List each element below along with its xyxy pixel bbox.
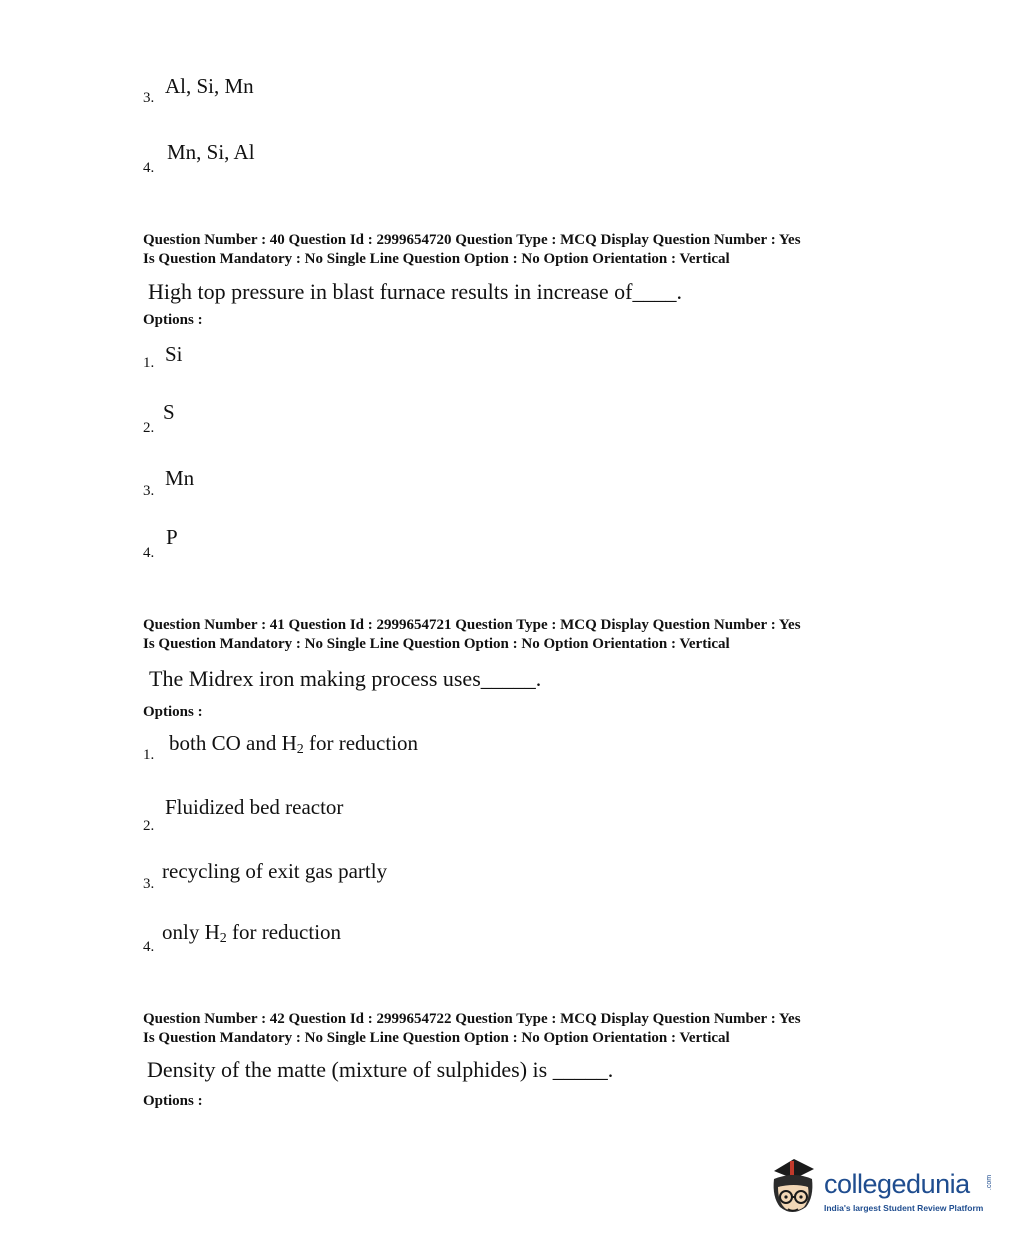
question-meta-line2: Is Question Mandatory : No Single Line Question Option : No Option Orientation : Vertical [143, 636, 730, 652]
question-meta-line1: Question Number : 41 Question Id : 2999654721 Question Type : MCQ Display Question Number : Yes [143, 617, 801, 633]
options-label: Options : [143, 312, 203, 328]
question-meta [143, 231, 801, 269]
options-label: Options : [143, 1093, 203, 1109]
option-text: S [163, 400, 175, 424]
option-text: only $H_2$ for reduction [162, 920, 342, 946]
option-text: Fluidized bed reactor [165, 795, 344, 819]
option-text: Mn, Si, Al [167, 140, 255, 164]
question-meta [143, 616, 801, 654]
question-meta-line1: Question Number : 42 Question Id : 2999654722 Question Type : MCQ Display Question Number : Yes [143, 1011, 801, 1027]
collegedunia-logo [764, 1153, 994, 1223]
option-text: both CO and $H_2$ for reduction [169, 731, 419, 757]
option-number: 2. [143, 420, 155, 436]
option-number: 4. [143, 160, 155, 176]
option-number: 3. [143, 483, 155, 499]
option-text: Si [165, 342, 183, 366]
option-number: 1. [143, 747, 155, 763]
question-meta-line2: Is Question Mandatory : No Single Line Question Option : No Option Orientation : Vertical [143, 1030, 730, 1046]
question-text: Density of the matte (mixture of sulphides) is _____. [147, 1057, 614, 1082]
option-text: Mn [165, 466, 195, 490]
logo-tagline: India's largest Student Review Platform [824, 1203, 984, 1213]
question-meta-line2: Is Question Mandatory : No Single Line Question Option : No Option Orientation : Vertical [143, 251, 730, 267]
logo-wordmark: collegedunia [824, 1169, 970, 1199]
question-text: The Midrex iron making process uses_____. [149, 666, 542, 691]
option-number: 3. [143, 876, 155, 892]
option-number: 1. [143, 355, 155, 371]
question-text: High top pressure in blast furnace results in increase of____. [148, 279, 682, 304]
question-meta [143, 1010, 801, 1048]
option-text: Al, Si, Mn [165, 74, 254, 98]
option-text: P [166, 525, 178, 549]
mascot-icon [764, 1153, 822, 1223]
option-number: 3. [143, 90, 155, 106]
option-number: 4. [143, 939, 155, 955]
question-meta-line1: Question Number : 40 Question Id : 2999654720 Question Type : MCQ Display Question Number : Yes [143, 232, 801, 248]
logo-suffix: .com [986, 1174, 994, 1191]
options-label: Options : [143, 704, 203, 720]
option-number: 4. [143, 545, 155, 561]
option-number: 2. [143, 818, 155, 834]
option-text: recycling of exit gas partly [162, 859, 388, 883]
